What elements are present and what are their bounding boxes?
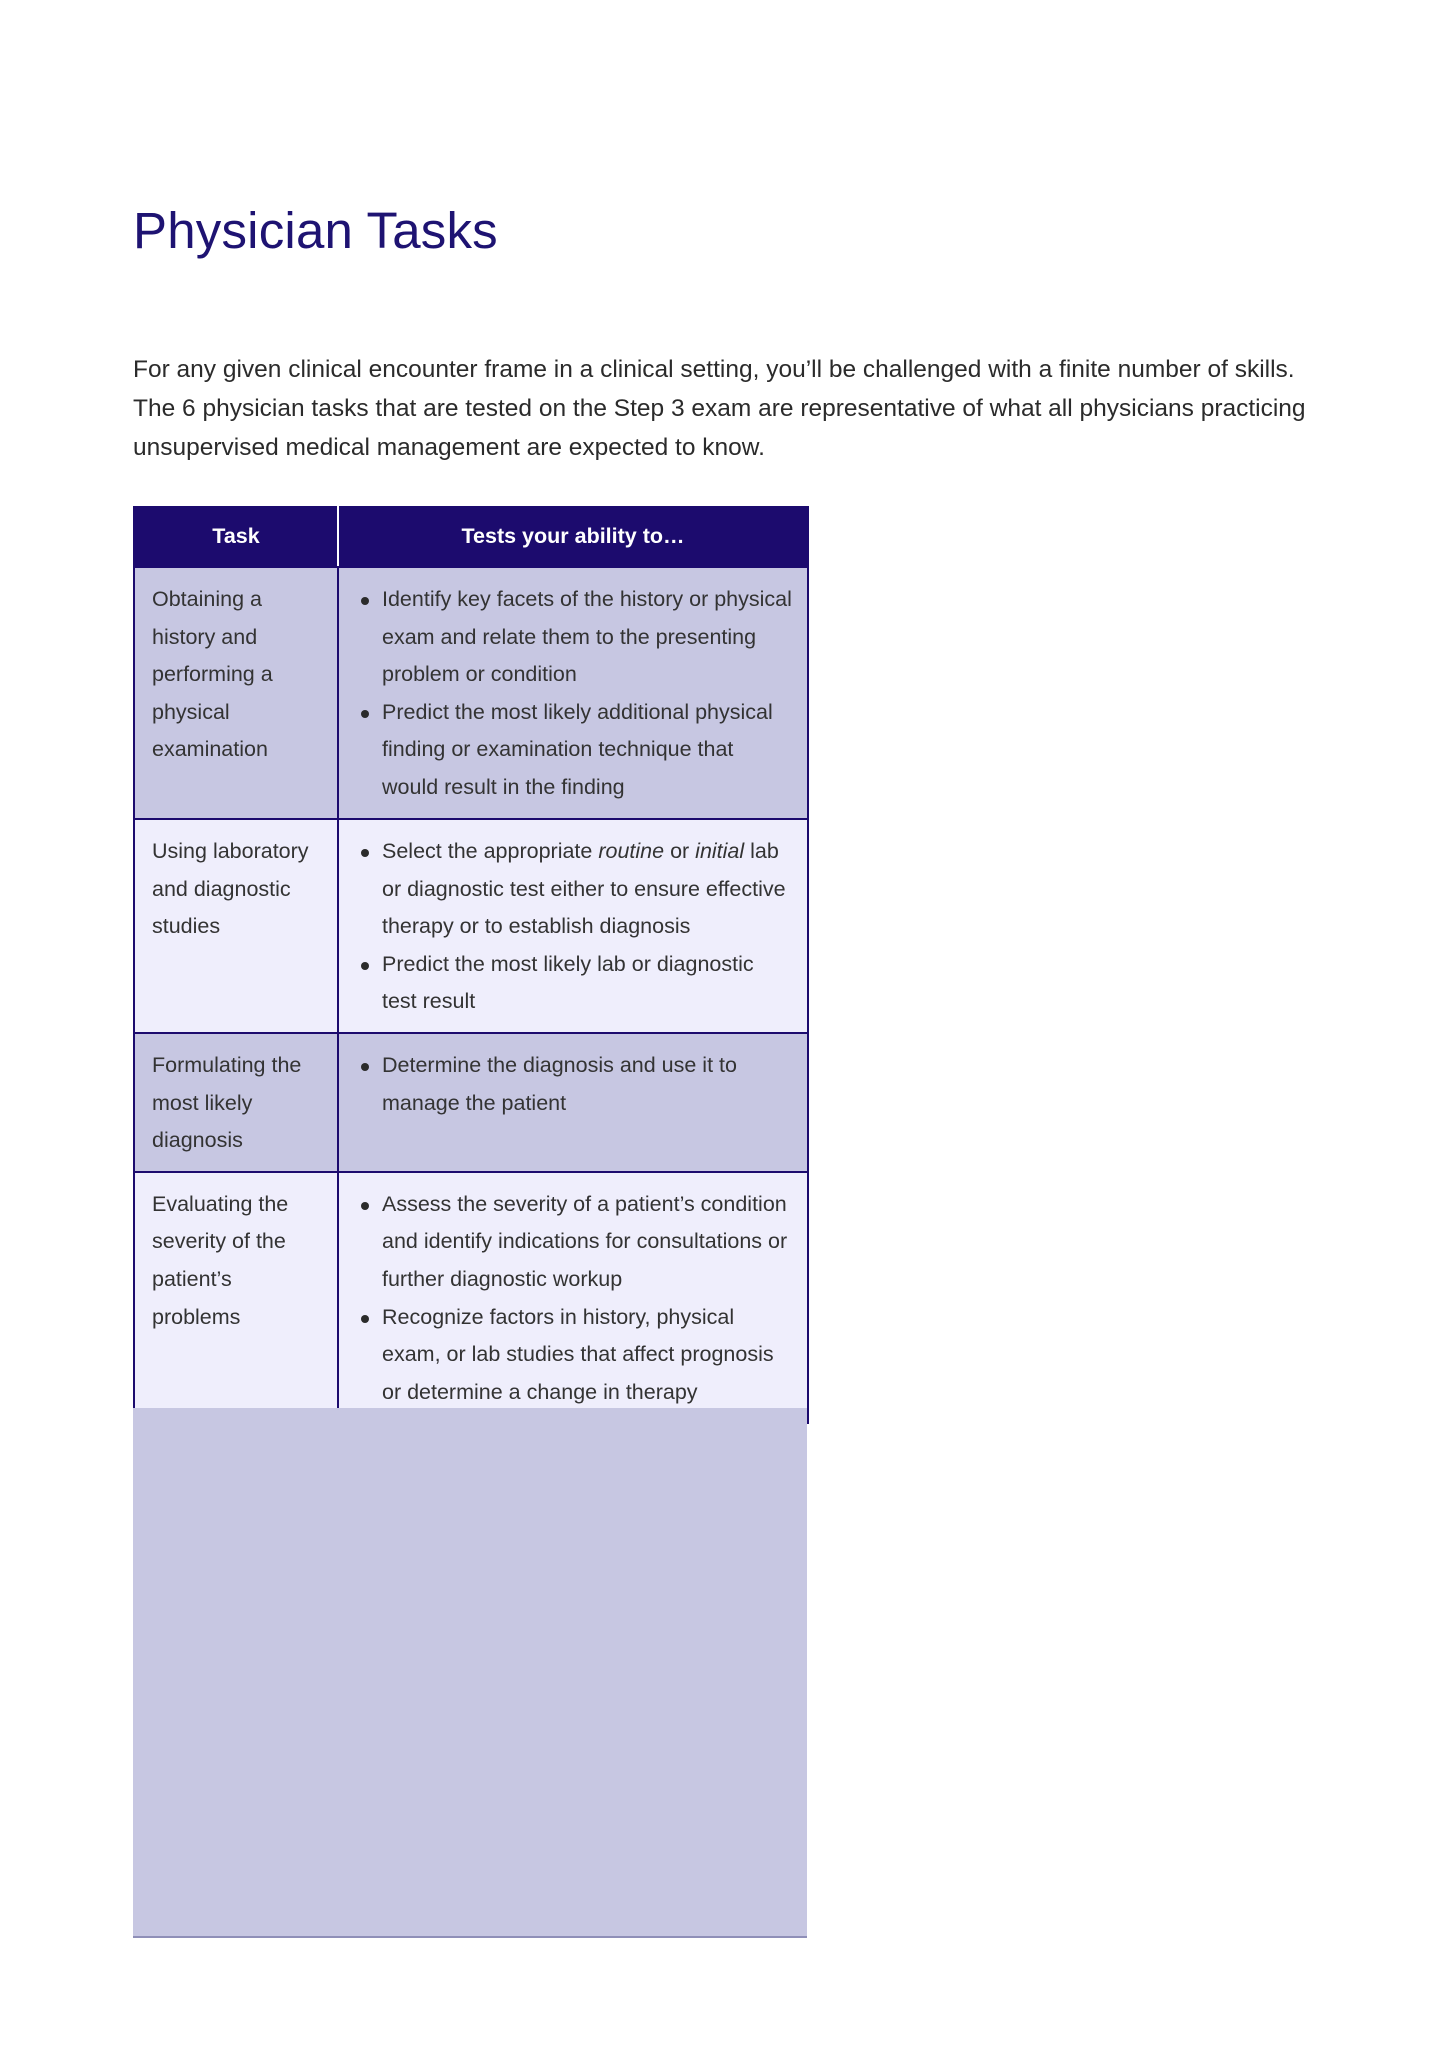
abilities-cell bbox=[338, 819, 808, 1033]
table-row bbox=[134, 567, 808, 819]
table-row bbox=[134, 819, 808, 1033]
table-row bbox=[134, 1172, 808, 1424]
ability-emphasis: routine bbox=[598, 839, 665, 863]
ability-text: Select the appropriate bbox=[382, 839, 599, 863]
task-cell: Using laboratory and diagnostic studies bbox=[134, 819, 338, 1033]
ability-item: Determine the diagnosis and use it to manage the patient bbox=[380, 1047, 793, 1122]
header-abilities: Tests your ability to… bbox=[338, 507, 808, 567]
abilities-list bbox=[356, 1186, 793, 1412]
ability-text: lab or diagnostic test either to ensure effective therapy or to establish diagnosis bbox=[382, 839, 786, 939]
abilities-cell bbox=[338, 1033, 808, 1172]
header-task: Task bbox=[134, 507, 338, 567]
table-row bbox=[134, 1033, 808, 1172]
ability-item bbox=[380, 833, 793, 946]
page-title: Physician Tasks bbox=[133, 202, 498, 259]
table-filler-panel bbox=[133, 1408, 807, 1938]
abilities-list bbox=[356, 1047, 793, 1122]
ability-item: Assess the severity of a patient’s condition and identify indications for consultations or further diagnostic workup bbox=[380, 1186, 793, 1299]
abilities-list bbox=[356, 833, 793, 1021]
ability-item: Predict the most likely additional physical finding or examination technique that would result in the finding bbox=[380, 694, 793, 807]
physician-tasks-table bbox=[133, 506, 809, 1424]
task-cell: Formulating the most likely diagnosis bbox=[134, 1033, 338, 1172]
ability-text: or bbox=[664, 839, 696, 863]
task-cell: Evaluating the severity of the patient’s problems bbox=[134, 1172, 338, 1424]
ability-item: Identify key facets of the history or physical exam and relate them to the presenting problem or condition bbox=[380, 581, 793, 694]
abilities-cell bbox=[338, 1172, 808, 1424]
table-header-row bbox=[134, 507, 808, 567]
abilities-list bbox=[356, 581, 793, 807]
intro-paragraph: For any given clinical encounter frame in a clinical setting, you’ll be challenged with a finite number of skills. The 6 physician tasks that are tested on the Step 3 exam are representative of what all physicians practicing unsupervised medical management are expected to know. bbox=[133, 356, 1306, 461]
ability-emphasis: initial bbox=[695, 839, 745, 863]
ability-item: Predict the most likely lab or diagnostic test result bbox=[380, 946, 793, 1021]
abilities-cell bbox=[338, 567, 808, 819]
task-cell: Obtaining a history and performing a physical examination bbox=[134, 567, 338, 819]
ability-item: Recognize factors in history, physical exam, or lab studies that affect prognosis or determine a change in therapy bbox=[380, 1299, 793, 1412]
